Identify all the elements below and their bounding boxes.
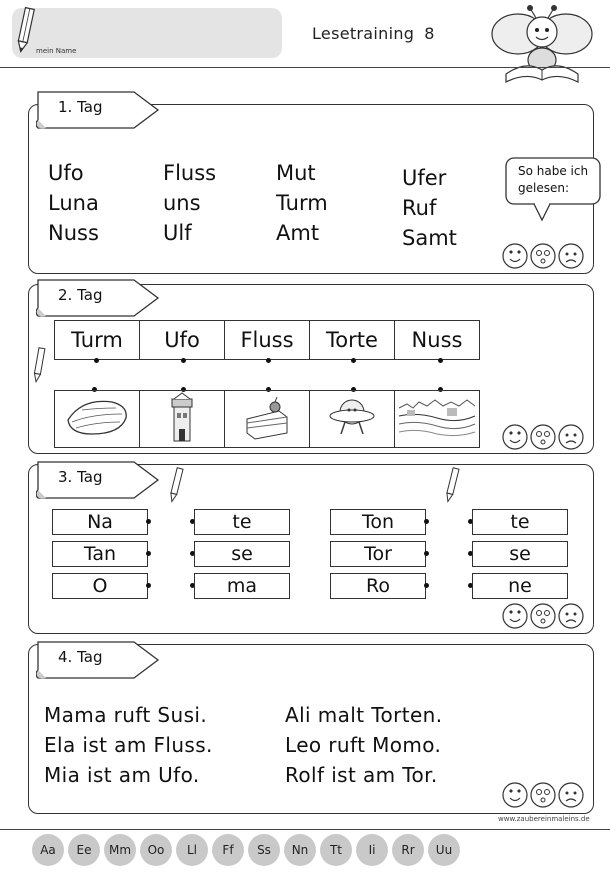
word: Luna (48, 191, 99, 215)
syllable-box: se (194, 541, 290, 567)
word: Fluss (163, 161, 217, 185)
day2-picture-table (54, 390, 480, 448)
word-cell: Fluss (225, 321, 310, 360)
syllable-box: Tan (52, 541, 148, 567)
letter-pill: Ii (356, 834, 388, 866)
syllable-box: Na (52, 509, 148, 535)
rating-smileys (502, 424, 584, 450)
connect-dot[interactable] (351, 358, 356, 363)
pencil-icon (444, 466, 460, 504)
picture-cell (310, 391, 395, 448)
smiley-love-icon[interactable] (502, 603, 528, 629)
letter-pill: Ff (212, 834, 244, 866)
word-cell: Ufo (140, 321, 225, 360)
day2-tag: 2. Tag (36, 278, 160, 316)
smiley-neutral-icon[interactable] (530, 782, 556, 808)
day1-word-column (48, 158, 99, 248)
letter-pill: Oo (140, 834, 172, 866)
day4-left-sentences (44, 700, 213, 790)
sentence: Rolf ist am Tor. (285, 763, 438, 787)
sentence: Mama ruft Susi. (44, 703, 208, 727)
word: Ufo (48, 161, 84, 185)
picture-cell (55, 391, 140, 448)
speech-bubble-text: So habe ich gelesen: (518, 164, 589, 195)
syllable-box: O (52, 573, 148, 599)
connect-dot[interactable] (146, 519, 151, 524)
word: Mut (276, 161, 316, 185)
pencil-icon (12, 4, 38, 54)
smiley-love-icon[interactable] (502, 424, 528, 450)
letter-pill: Ll (176, 834, 208, 866)
smiley-love-icon[interactable] (502, 243, 528, 269)
connect-dot[interactable] (181, 358, 186, 363)
letter-pill: Ee (68, 834, 100, 866)
word: Ulf (163, 221, 192, 245)
sentence: Mia ist am Ufo. (44, 763, 200, 787)
picture-cell (225, 391, 310, 448)
name-label: mein Name (36, 47, 77, 55)
day4-tag: 4. Tag (36, 640, 160, 678)
day2-word-table (54, 320, 480, 360)
tower-icon (162, 391, 202, 443)
connect-dot[interactable] (438, 358, 443, 363)
syllable-box: Tor (330, 541, 426, 567)
word: Nuss (48, 221, 99, 245)
connect-dot[interactable] (94, 358, 99, 363)
site-credit: www.zaubereinmaleins.de (498, 815, 590, 823)
connect-dot[interactable] (146, 583, 151, 588)
letter-pill: Tt (320, 834, 352, 866)
syllable-box: te (472, 509, 568, 535)
word: Samt (402, 226, 457, 250)
letter-pill: Mm (104, 834, 136, 866)
word: Ruf (402, 196, 437, 220)
sentence: Ela ist am Fluss. (44, 733, 213, 757)
bee-reading-icon (486, 4, 598, 86)
syllable-box: te (194, 509, 290, 535)
rating-smileys (502, 782, 584, 808)
letter-pill: Ss (248, 834, 280, 866)
pencil-icon (32, 346, 46, 384)
sentence: Ali malt Torten. (285, 703, 443, 727)
smiley-love-icon[interactable] (502, 782, 528, 808)
letter-bar (32, 834, 460, 866)
connect-dot[interactable] (146, 551, 151, 556)
letter-pill: Uu (428, 834, 460, 866)
smiley-neutral-icon[interactable] (530, 243, 556, 269)
sentence: Leo ruft Momo. (285, 733, 442, 757)
connect-dot[interactable] (424, 583, 429, 588)
syllable-box: Ton (330, 509, 426, 535)
page-title: Lesetraining 8 (312, 24, 435, 43)
syllable-box: se (472, 541, 568, 567)
smiley-sad-icon[interactable] (558, 603, 584, 629)
word: Ufer (402, 166, 447, 190)
ufo-icon (327, 392, 377, 442)
picture-cell (395, 391, 480, 448)
word: uns (163, 191, 201, 215)
day1-tag: 1. Tag (36, 90, 160, 128)
word-cell: Nuss (395, 321, 480, 360)
letter-pill: Nn (284, 834, 316, 866)
letter-pill: Rr (392, 834, 424, 866)
day1-word-column (276, 158, 328, 248)
smiley-sad-icon[interactable] (558, 243, 584, 269)
cake-icon (239, 393, 295, 441)
day3-tag: 3. Tag (36, 460, 160, 498)
word-cell: Turm (55, 321, 140, 360)
picture-cell (140, 391, 225, 448)
pencil-icon (168, 466, 184, 504)
day4-right-sentences (285, 700, 443, 790)
letter-pill: Aa (32, 834, 64, 866)
river-icon (397, 394, 477, 440)
rating-smileys (502, 603, 584, 629)
word: Turm (276, 191, 328, 215)
word: Amt (276, 221, 320, 245)
smiley-sad-icon[interactable] (558, 424, 584, 450)
rating-smileys (502, 243, 584, 269)
syllable-box: ne (472, 573, 568, 599)
connect-dot[interactable] (266, 358, 271, 363)
header-divider (0, 67, 610, 68)
syllable-box: ma (194, 573, 290, 599)
connect-dot[interactable] (424, 551, 429, 556)
smiley-neutral-icon[interactable] (530, 424, 556, 450)
day1-word-column (402, 163, 457, 253)
day1-word-column (163, 158, 216, 248)
smiley-neutral-icon[interactable] (530, 603, 556, 629)
footer-divider (0, 829, 610, 830)
syllable-box: Ro (330, 573, 426, 599)
word-cell: Torte (310, 321, 395, 360)
smiley-sad-icon[interactable] (558, 782, 584, 808)
nut-icon (62, 394, 132, 440)
connect-dot[interactable] (424, 519, 429, 524)
